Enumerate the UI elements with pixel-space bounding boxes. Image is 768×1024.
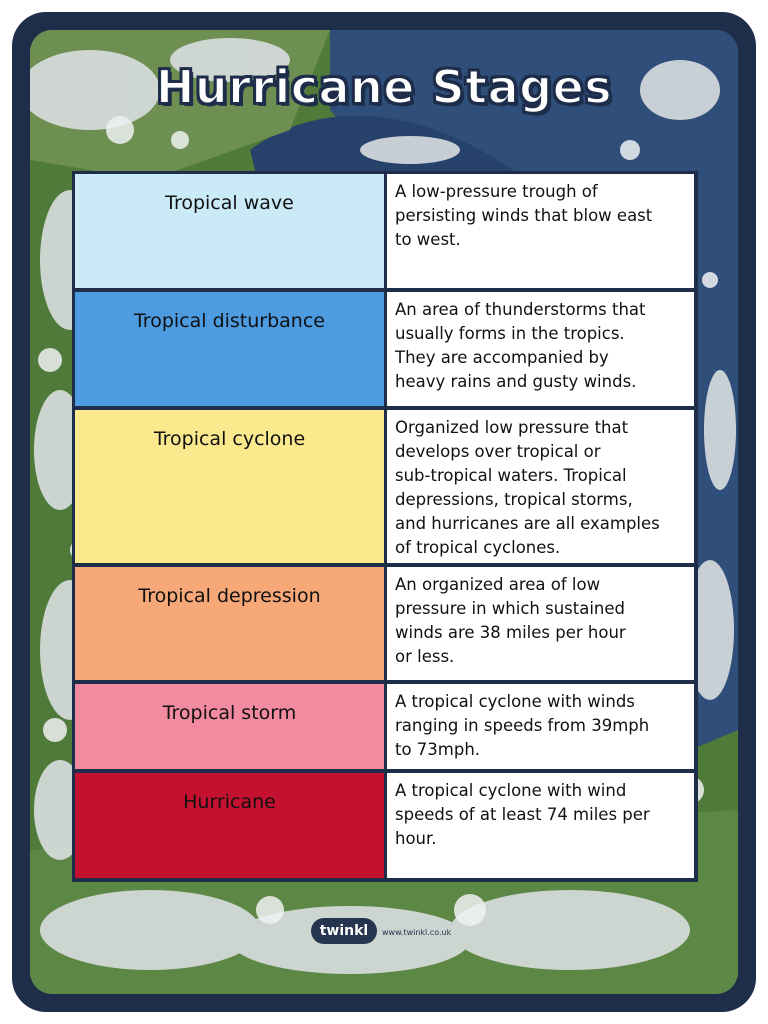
stage-description-cell: Organized low pressure that develops over tropical or sub-tropical waters. Tropical depressions, tropical storms, and hurricanes are all examples of tropical cyclones. xyxy=(387,410,694,563)
stage-description-cell: A tropical cyclone with wind speeds of at least 74 miles per hour. xyxy=(387,773,694,878)
stage-name-cell: Tropical cyclone xyxy=(75,410,384,563)
table-row xyxy=(72,567,698,680)
table-row xyxy=(72,174,698,288)
stage-name-cell: Tropical storm xyxy=(75,684,384,769)
stage-name-cell: Tropical wave xyxy=(75,174,384,288)
footer-url: www.twinkl.co.uk xyxy=(382,928,452,937)
table-row xyxy=(72,773,698,878)
stages-table xyxy=(72,171,698,882)
table-row xyxy=(72,684,698,769)
stage-name-cell: Hurricane xyxy=(75,773,384,878)
twinkl-logo: twinkl xyxy=(311,918,377,944)
stage-name-cell: Tropical disturbance xyxy=(75,292,384,406)
stage-description-cell: An organized area of low pressure in which sustained winds are 38 miles per hour or less. xyxy=(387,567,694,680)
page-title: Hurricane Stages xyxy=(155,60,613,114)
stage-description-cell: A tropical cyclone with winds ranging in speeds from 39mph to 73mph. xyxy=(387,684,694,769)
stage-name-cell: Tropical depression xyxy=(75,567,384,680)
stage-description-cell: An area of thunderstorms that usually forms in the tropics. They are accompanied by heavy rains and gusty winds. xyxy=(387,292,694,406)
stage-description-cell: A low-pressure trough of persisting winds that blow east to west. xyxy=(387,174,694,288)
table-row xyxy=(72,410,698,563)
table-row xyxy=(72,292,698,406)
